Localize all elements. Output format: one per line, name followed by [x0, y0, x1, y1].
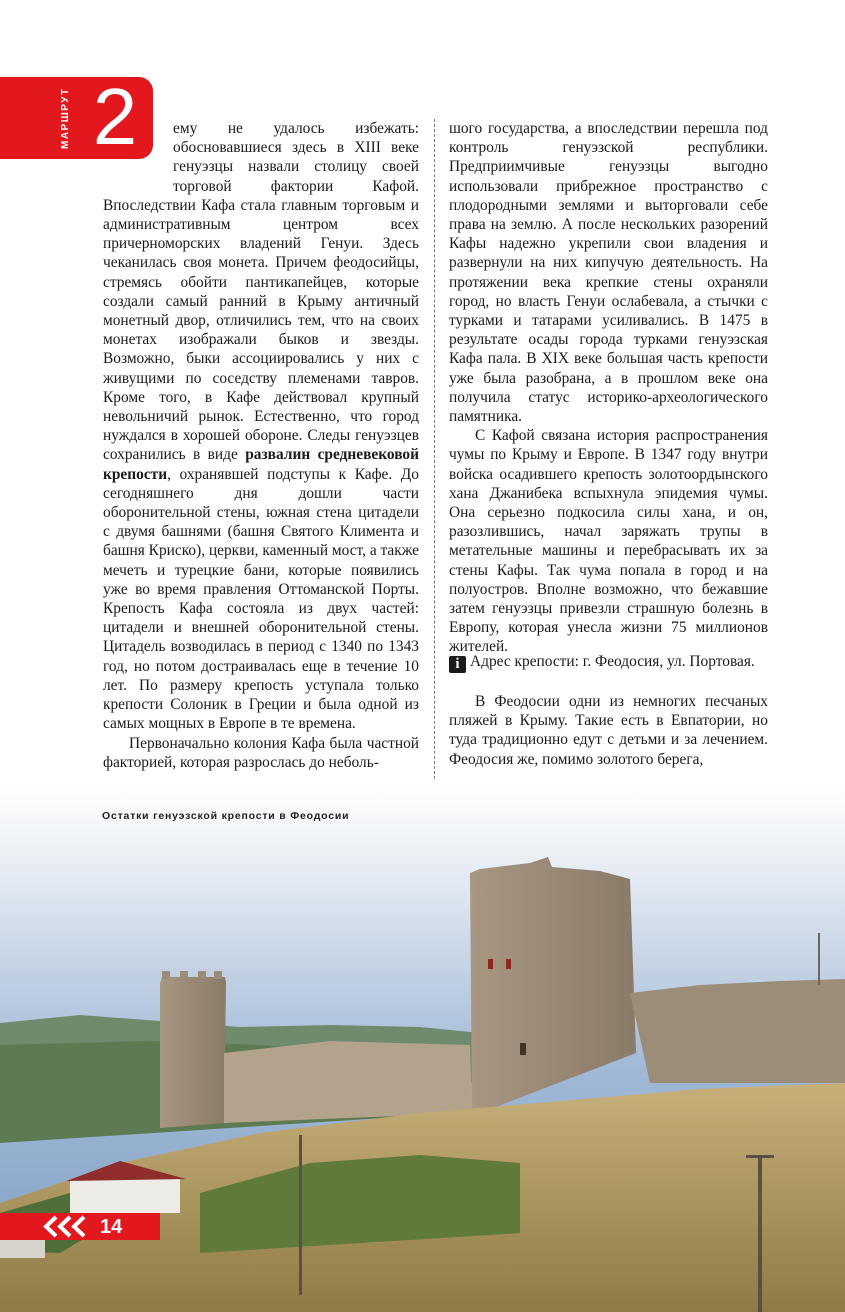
paragraph: С Кафой связана история распространения чумы по Крыму и Европе. В 1347 году внутри войска осадившего крепость золотоордынского хана Джанибека вспыхнула эпидемия чумы. Она серьезно подкосила силы хана, и он, разозлившись, начал заряжать трупы в метательные машины и перебрасывать их за стены Кафы. Так чума попала в город и на полуостров. Вполне возможно, что бежавшие затем генуэзцы привезли страшную болезнь в Европу, которая унесла жизни 75 миллионов жителей.: [449, 427, 768, 656]
address-text: Адрес крепости: г. Феодосия, ул. Портовая.: [470, 653, 755, 670]
paragraph-text: , охранявшей подступы к Кафе. До сегодняшнего дня дошли части оборонительной стены, южная стена цитадели с двумя башнями (башня Святого Климента и башня Криско), церкви, каменный мост, а также мечеть и турецкие бани, которые появились уже во время правления Оттоманской Порты. Крепость Кафа состояла из двух частей: цитадели и внешней оборонительной стены. Цитадель возводилась в период с 1340 по 1343 год, но потом достраивалась еще в течение 10 лет. По размеру крепость уступала только крепости Солоник в Греции и была одной из самых мощных в Европе в те времена.: [103, 465, 419, 733]
route-label: МАРШРУТ: [60, 87, 71, 149]
paragraph-text: ему не удалось избежать: обосновавшиеся здесь в XIII веке генуэзцы назвали столицу своей торговой фактории Кафой. Впоследствии Кафа стала главным торговым и административным центром всех причерноморских владений Генуи. Здесь чеканилась своя монета. Причем феодосийцы, стремясь обойти пантикапейцев, которые создали самый ранний в Крыму античный монетный двор, отличились тем, что на своих монетах изображали быков и звезды. Возможно, быки ассоциировались у них с живущими по соседству племенами тавров. Кроме того, в Кафе действовал крупный невольничий рынок. Естественно, что город нуждался в хорошей обороне. Следы генуэзцев сохранились в виде: [103, 120, 419, 464]
tab-clearance: [103, 119, 173, 177]
page-number: 14: [100, 1216, 123, 1238]
photo-caption: Остатки генуэзской крепости в Феодосии: [102, 810, 350, 822]
address-note: [449, 652, 769, 673]
chevrons-left-icon: [40, 1213, 98, 1240]
column-divider: [434, 119, 435, 779]
info-icon: i: [449, 656, 466, 673]
route-number: 2: [92, 72, 138, 161]
paragraph: В Феодосии одни из немногих песчаных пляжей в Крыму. Такие есть в Евпатории, но туда традиционно едут с детьми и за лечением. Феодосия же, помимо золотого берега,: [449, 693, 768, 768]
text-column-left: [103, 119, 419, 772]
text-column-right: [449, 119, 768, 657]
paragraph: Первоначально колония Кафа была частной факторией, которая разрослась до неболь-: [103, 734, 419, 771]
text-column-right-bottom: [449, 692, 768, 769]
paragraph: шого государства, а впоследствии перешла под контроль генуэзской республики. Предприимчивые генуэзцы выгодно использовали прибрежное пространство с плодородными землями и выторговали себе права на землю. А после нескольких разорений Кафы надежно укрепили свои владения и развернули на них кипучую деятельность. На протяжении века крепкие стены охраняли город, но власть Генуи ослабевала, а стычки с турками и татарами усиливались. В 1475 в результате осады города турками генуэзская Кафа пала. В XIX веке большая часть крепости уже была разобрана, а в прошлом веке она получила статус историко-археологического памятника.: [449, 120, 768, 426]
bold-term: развалин средневековой крепости: [103, 446, 419, 483]
